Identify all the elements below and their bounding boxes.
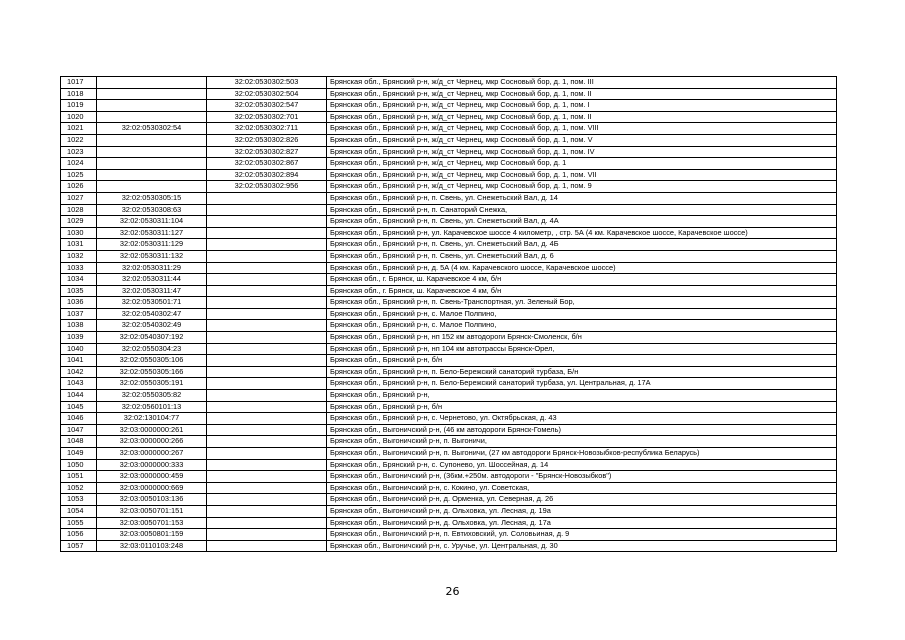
address-cell: Брянская обл., Брянский р-н, п. Свень, ул. Снежетьский Вал, д. 14 — [327, 192, 837, 204]
premises-cadastral-number-cell: 32:02:0530302:547 — [207, 100, 327, 112]
row-number-cell: 1044 — [61, 390, 97, 402]
row-number-cell: 1017 — [61, 77, 97, 89]
table-row — [61, 390, 837, 402]
cadastral-number-cell: 32:03:0000000:333 — [97, 459, 207, 471]
row-number-cell: 1047 — [61, 424, 97, 436]
address-cell: Брянская обл., Брянский р-н, с. Чернетово, ул. Октябрьская, д. 43 — [327, 413, 837, 425]
table-row — [61, 216, 837, 228]
address-cell: Брянская обл., Брянский р-н, б/н — [327, 355, 837, 367]
address-cell: Брянская обл., Выгоничский р-н, д. Ольховка, ул. Лесная, д. 17а — [327, 517, 837, 529]
row-number-cell: 1049 — [61, 448, 97, 460]
address-cell: Брянская обл., Брянский р-н, с. Малое Полпино, — [327, 320, 837, 332]
cadastral-number-cell: 32:03:0050701:153 — [97, 517, 207, 529]
row-number-cell: 1039 — [61, 332, 97, 344]
premises-cadastral-number-cell — [207, 494, 327, 506]
cadastral-number-cell — [97, 169, 207, 181]
premises-cadastral-number-cell — [207, 320, 327, 332]
table-row — [61, 239, 837, 251]
premises-cadastral-number-cell — [207, 366, 327, 378]
table-row — [61, 297, 837, 309]
table-row — [61, 227, 837, 239]
cadastral-number-cell: 32:02:0530311:127 — [97, 227, 207, 239]
cadastral-number-cell: 32:02:0530302:54 — [97, 123, 207, 135]
cadastral-number-cell: 32:03:0000000:266 — [97, 436, 207, 448]
cadastral-number-cell — [97, 77, 207, 89]
address-cell: Брянская обл., Выгоничский р-н, п. Выгоничи, (27 км автодороги Брянск-Новозыбков-республика Беларусь) — [327, 448, 837, 460]
table-row — [61, 529, 837, 541]
cadastral-number-cell: 32:03:0000000:669 — [97, 482, 207, 494]
table-row — [61, 262, 837, 274]
table-row — [61, 355, 837, 367]
cadastral-number-cell: 32:02:130104:77 — [97, 413, 207, 425]
cadastral-number-cell — [97, 100, 207, 112]
row-number-cell: 1054 — [61, 505, 97, 517]
cadastral-number-cell: 32:02:0530311:44 — [97, 274, 207, 286]
cadastral-number-cell: 32:03:0000000:267 — [97, 448, 207, 460]
address-cell: Брянская обл., Брянский р-н, с. Малое Полпино, — [327, 308, 837, 320]
cadastral-number-cell: 32:02:0540302:47 — [97, 308, 207, 320]
table-row — [61, 378, 837, 390]
row-number-cell: 1050 — [61, 459, 97, 471]
address-cell: Брянская обл., г. Брянск, ш. Карачевское 4 км, б/н — [327, 274, 837, 286]
premises-cadastral-number-cell — [207, 332, 327, 344]
cadastral-number-cell: 32:02:0550305:106 — [97, 355, 207, 367]
cadastral-number-cell — [97, 111, 207, 123]
row-number-cell: 1031 — [61, 239, 97, 251]
premises-cadastral-number-cell: 32:02:0530302:894 — [207, 169, 327, 181]
row-number-cell: 1036 — [61, 297, 97, 309]
row-number-cell: 1053 — [61, 494, 97, 506]
address-cell: Брянская обл., Выгоничский р-н, д. Ольховка, ул. Лесная, д. 19а — [327, 505, 837, 517]
address-cell: Брянская обл., Брянский р-н, ж/д_ст Чернец, мкр Сосновый бор, д. 1, пом. II — [327, 111, 837, 123]
premises-cadastral-number-cell — [207, 204, 327, 216]
table-body — [61, 77, 837, 552]
row-number-cell: 1024 — [61, 158, 97, 170]
premises-cadastral-number-cell — [207, 378, 327, 390]
table-row — [61, 471, 837, 483]
address-cell: Брянская обл., Брянский р-н, с. Супонево, ул. Шоссейная, д. 14 — [327, 459, 837, 471]
row-number-cell: 1030 — [61, 227, 97, 239]
address-cell: Брянская обл., Брянский р-н, б/н — [327, 401, 837, 413]
address-cell: Брянская обл., г. Брянск, ш. Карачевское 4 км, б/н — [327, 285, 837, 297]
table-row — [61, 250, 837, 262]
premises-cadastral-number-cell — [207, 343, 327, 355]
row-number-cell: 1038 — [61, 320, 97, 332]
row-number-cell: 1048 — [61, 436, 97, 448]
premises-cadastral-number-cell — [207, 413, 327, 425]
table-row — [61, 424, 837, 436]
premises-cadastral-number-cell — [207, 401, 327, 413]
address-cell: Брянская обл., Брянский р-н, п. Бело-Бережский санаторий турбаза, ул. Центральная, д. 17А — [327, 378, 837, 390]
table-row — [61, 401, 837, 413]
address-cell: Брянская обл., Выгоничский р-н, д. Орменка, ул. Северная, д. 26 — [327, 494, 837, 506]
cadastral-number-cell: 32:03:0000000:459 — [97, 471, 207, 483]
table-row — [61, 505, 837, 517]
table-row — [61, 285, 837, 297]
table-row — [61, 204, 837, 216]
table-row — [61, 332, 837, 344]
premises-cadastral-number-cell — [207, 262, 327, 274]
premises-cadastral-number-cell — [207, 482, 327, 494]
premises-cadastral-number-cell — [207, 459, 327, 471]
address-cell: Брянская обл., Брянский р-н, ж/д_ст Чернец, мкр Сосновый бор, д. 1, пом. V — [327, 134, 837, 146]
cadastral-number-cell: 32:02:0530311:47 — [97, 285, 207, 297]
address-cell: Брянская обл., Брянский р-н, ж/д_ст Чернец, мкр Сосновый бор, д. 1 — [327, 158, 837, 170]
cadastral-number-cell — [97, 134, 207, 146]
premises-cadastral-number-cell — [207, 424, 327, 436]
premises-cadastral-number-cell — [207, 517, 327, 529]
row-number-cell: 1043 — [61, 378, 97, 390]
row-number-cell: 1034 — [61, 274, 97, 286]
premises-cadastral-number-cell: 32:02:0530302:827 — [207, 146, 327, 158]
premises-cadastral-number-cell: 32:02:0530302:956 — [207, 181, 327, 193]
address-cell: Брянская обл., Брянский р-н, п. Свень, ул. Снежетьский Вал, д. 4А — [327, 216, 837, 228]
address-cell: Брянская обл., Брянский р-н, нп 104 км автотрассы Брянск-Орел, — [327, 343, 837, 355]
cadastral-number-cell — [97, 88, 207, 100]
cadastral-number-cell: 32:03:0110103:248 — [97, 540, 207, 552]
table-row — [61, 494, 837, 506]
table-row — [61, 517, 837, 529]
row-number-cell: 1035 — [61, 285, 97, 297]
row-number-cell: 1040 — [61, 343, 97, 355]
cadastral-number-cell — [97, 181, 207, 193]
address-cell: Брянская обл., Брянский р-н, ул. Карачевское шоссе 4 километр, , стр. 5А (4 км. Карачевское шоссе, Карачевское шоссе) — [327, 227, 837, 239]
cadastral-number-cell: 32:03:0050103:136 — [97, 494, 207, 506]
cadastral-number-cell: 32:02:0550304:23 — [97, 343, 207, 355]
address-cell: Брянская обл., Выгоничский р-н, с. Уручье, ул. Центральная, д. 30 — [327, 540, 837, 552]
premises-cadastral-number-cell — [207, 274, 327, 286]
address-cell: Брянская обл., Брянский р-н, ж/д_ст Чернец, мкр Сосновый бор, д. 1, пом. I — [327, 100, 837, 112]
row-number-cell: 1025 — [61, 169, 97, 181]
premises-cadastral-number-cell — [207, 227, 327, 239]
premises-cadastral-number-cell — [207, 216, 327, 228]
cadastral-number-cell: 32:02:0560101:13 — [97, 401, 207, 413]
row-number-cell: 1051 — [61, 471, 97, 483]
address-cell: Брянская обл., Брянский р-н, — [327, 390, 837, 402]
premises-cadastral-number-cell — [207, 436, 327, 448]
table-row — [61, 366, 837, 378]
cadastral-number-cell: 32:02:0530305:15 — [97, 192, 207, 204]
row-number-cell: 1027 — [61, 192, 97, 204]
premises-cadastral-number-cell — [207, 471, 327, 483]
page-number: 26 — [445, 585, 460, 598]
cadastral-number-cell: 32:03:0050801:159 — [97, 529, 207, 541]
address-cell: Брянская обл., Брянский р-н, п. Санаторий Снежка, — [327, 204, 837, 216]
cadastral-number-cell — [97, 146, 207, 158]
table-row — [61, 192, 837, 204]
cadastral-number-cell: 32:02:0550305:166 — [97, 366, 207, 378]
cadastral-number-cell: 32:02:0530311:104 — [97, 216, 207, 228]
premises-cadastral-number-cell — [207, 192, 327, 204]
premises-cadastral-number-cell — [207, 529, 327, 541]
premises-cadastral-number-cell — [207, 448, 327, 460]
premises-cadastral-number-cell — [207, 505, 327, 517]
premises-cadastral-number-cell — [207, 390, 327, 402]
cadastral-number-cell: 32:02:0530501:71 — [97, 297, 207, 309]
cadastral-number-cell: 32:02:0550305:191 — [97, 378, 207, 390]
address-cell: Брянская обл., Брянский р-н, д. 5А (4 км. Карачевского шоссе, Карачевское шоссе) — [327, 262, 837, 274]
premises-cadastral-number-cell — [207, 285, 327, 297]
table-row — [61, 436, 837, 448]
cadastral-number-cell: 32:03:0000000:261 — [97, 424, 207, 436]
cadastral-number-cell — [97, 158, 207, 170]
row-number-cell: 1023 — [61, 146, 97, 158]
row-number-cell: 1052 — [61, 482, 97, 494]
row-number-cell: 1057 — [61, 540, 97, 552]
row-number-cell: 1055 — [61, 517, 97, 529]
row-number-cell: 1028 — [61, 204, 97, 216]
table-row — [61, 158, 837, 170]
premises-cadastral-number-cell: 32:02:0530302:504 — [207, 88, 327, 100]
row-number-cell: 1018 — [61, 88, 97, 100]
address-cell: Брянская обл., Брянский р-н, п. Бело-Бережский санаторий турбаза, Б/н — [327, 366, 837, 378]
premises-cadastral-number-cell — [207, 355, 327, 367]
address-cell: Брянская обл., Брянский р-н, ж/д_ст Чернец, мкр Сосновый бор, д. 1, пом. IV — [327, 146, 837, 158]
cadastral-number-cell: 32:02:0530311:129 — [97, 239, 207, 251]
table-row — [61, 320, 837, 332]
row-number-cell: 1032 — [61, 250, 97, 262]
premises-cadastral-number-cell: 32:02:0530302:826 — [207, 134, 327, 146]
table-row — [61, 146, 837, 158]
row-number-cell: 1026 — [61, 181, 97, 193]
table-row — [61, 88, 837, 100]
table-row — [61, 123, 837, 135]
cadastral-number-cell: 32:02:0530311:29 — [97, 262, 207, 274]
row-number-cell: 1021 — [61, 123, 97, 135]
cadastral-number-cell: 32:02:0530308:63 — [97, 204, 207, 216]
table-row — [61, 343, 837, 355]
cadastral-number-cell: 32:02:0540302:49 — [97, 320, 207, 332]
registry-table — [60, 76, 837, 552]
address-cell: Брянская обл., Брянский р-н, нп 152 км автодороги Брянск-Смоленск, б/н — [327, 332, 837, 344]
table-row — [61, 540, 837, 552]
premises-cadastral-number-cell: 32:02:0530302:711 — [207, 123, 327, 135]
premises-cadastral-number-cell: 32:02:0530302:503 — [207, 77, 327, 89]
cadastral-number-cell: 32:02:0530311:132 — [97, 250, 207, 262]
table-row — [61, 482, 837, 494]
table-row — [61, 111, 837, 123]
row-number-cell: 1041 — [61, 355, 97, 367]
address-cell: Брянская обл., Брянский р-н, п. Свень, ул. Снежетьский Вал, д. 6 — [327, 250, 837, 262]
premises-cadastral-number-cell — [207, 540, 327, 552]
address-cell: Брянская обл., Брянский р-н, п. Свень, ул. Снежетьский Вал, д. 4Б — [327, 239, 837, 251]
address-cell: Брянская обл., Брянский р-н, ж/д_ст Чернец, мкр Сосновый бор, д. 1, пом. 9 — [327, 181, 837, 193]
table-row — [61, 134, 837, 146]
row-number-cell: 1019 — [61, 100, 97, 112]
table-row — [61, 100, 837, 112]
address-cell: Брянская обл., Брянский р-н, ж/д_ст Чернец, мкр Сосновый бор, д. 1, пом. VIII — [327, 123, 837, 135]
address-cell: Брянская обл., Выгоничский р-н, с. Кокино, ул. Советская, — [327, 482, 837, 494]
address-cell: Брянская обл., Брянский р-н, ж/д_ст Чернец, мкр Сосновый бор, д. 1, пом. III — [327, 77, 837, 89]
row-number-cell: 1045 — [61, 401, 97, 413]
cadastral-number-cell: 32:02:0550305:82 — [97, 390, 207, 402]
premises-cadastral-number-cell — [207, 239, 327, 251]
table-row — [61, 181, 837, 193]
row-number-cell: 1022 — [61, 134, 97, 146]
table-row — [61, 413, 837, 425]
cadastral-number-cell: 32:03:0050701:151 — [97, 505, 207, 517]
row-number-cell: 1046 — [61, 413, 97, 425]
address-cell: Брянская обл., Брянский р-н, ж/д_ст Чернец, мкр Сосновый бор, д. 1, пом. II — [327, 88, 837, 100]
row-number-cell: 1042 — [61, 366, 97, 378]
table-row — [61, 448, 837, 460]
table-row — [61, 169, 837, 181]
table-row — [61, 77, 837, 89]
premises-cadastral-number-cell: 32:02:0530302:867 — [207, 158, 327, 170]
table-row — [61, 308, 837, 320]
address-cell: Брянская обл., Выгоничский р-н, п. Евтиховский, ул. Соловьиная, д. 9 — [327, 529, 837, 541]
address-cell: Брянская обл., Брянский р-н, ж/д_ст Чернец, мкр Сосновый бор, д. 1, пом. VII — [327, 169, 837, 181]
address-cell: Брянская обл., Брянский р-н, п. Свень-Транспортная, ул. Зеленый Бор, — [327, 297, 837, 309]
row-number-cell: 1020 — [61, 111, 97, 123]
premises-cadastral-number-cell — [207, 308, 327, 320]
premises-cadastral-number-cell: 32:02:0530302:701 — [207, 111, 327, 123]
address-cell: Брянская обл., Выгоничский р-н, п. Выгоничи, — [327, 436, 837, 448]
address-cell: Брянская обл., Выгоничский р-н, (46 км автодороги Брянск-Гомель) — [327, 424, 837, 436]
cadastral-number-cell: 32:02:0540307:192 — [97, 332, 207, 344]
table-row — [61, 274, 837, 286]
address-cell: Брянская обл., Выгоничский р-н, (36км.+250м. автодороги - "Брянск-Новозыбков") — [327, 471, 837, 483]
row-number-cell: 1056 — [61, 529, 97, 541]
row-number-cell: 1029 — [61, 216, 97, 228]
row-number-cell: 1037 — [61, 308, 97, 320]
table-row — [61, 459, 837, 471]
premises-cadastral-number-cell — [207, 297, 327, 309]
row-number-cell: 1033 — [61, 262, 97, 274]
premises-cadastral-number-cell — [207, 250, 327, 262]
